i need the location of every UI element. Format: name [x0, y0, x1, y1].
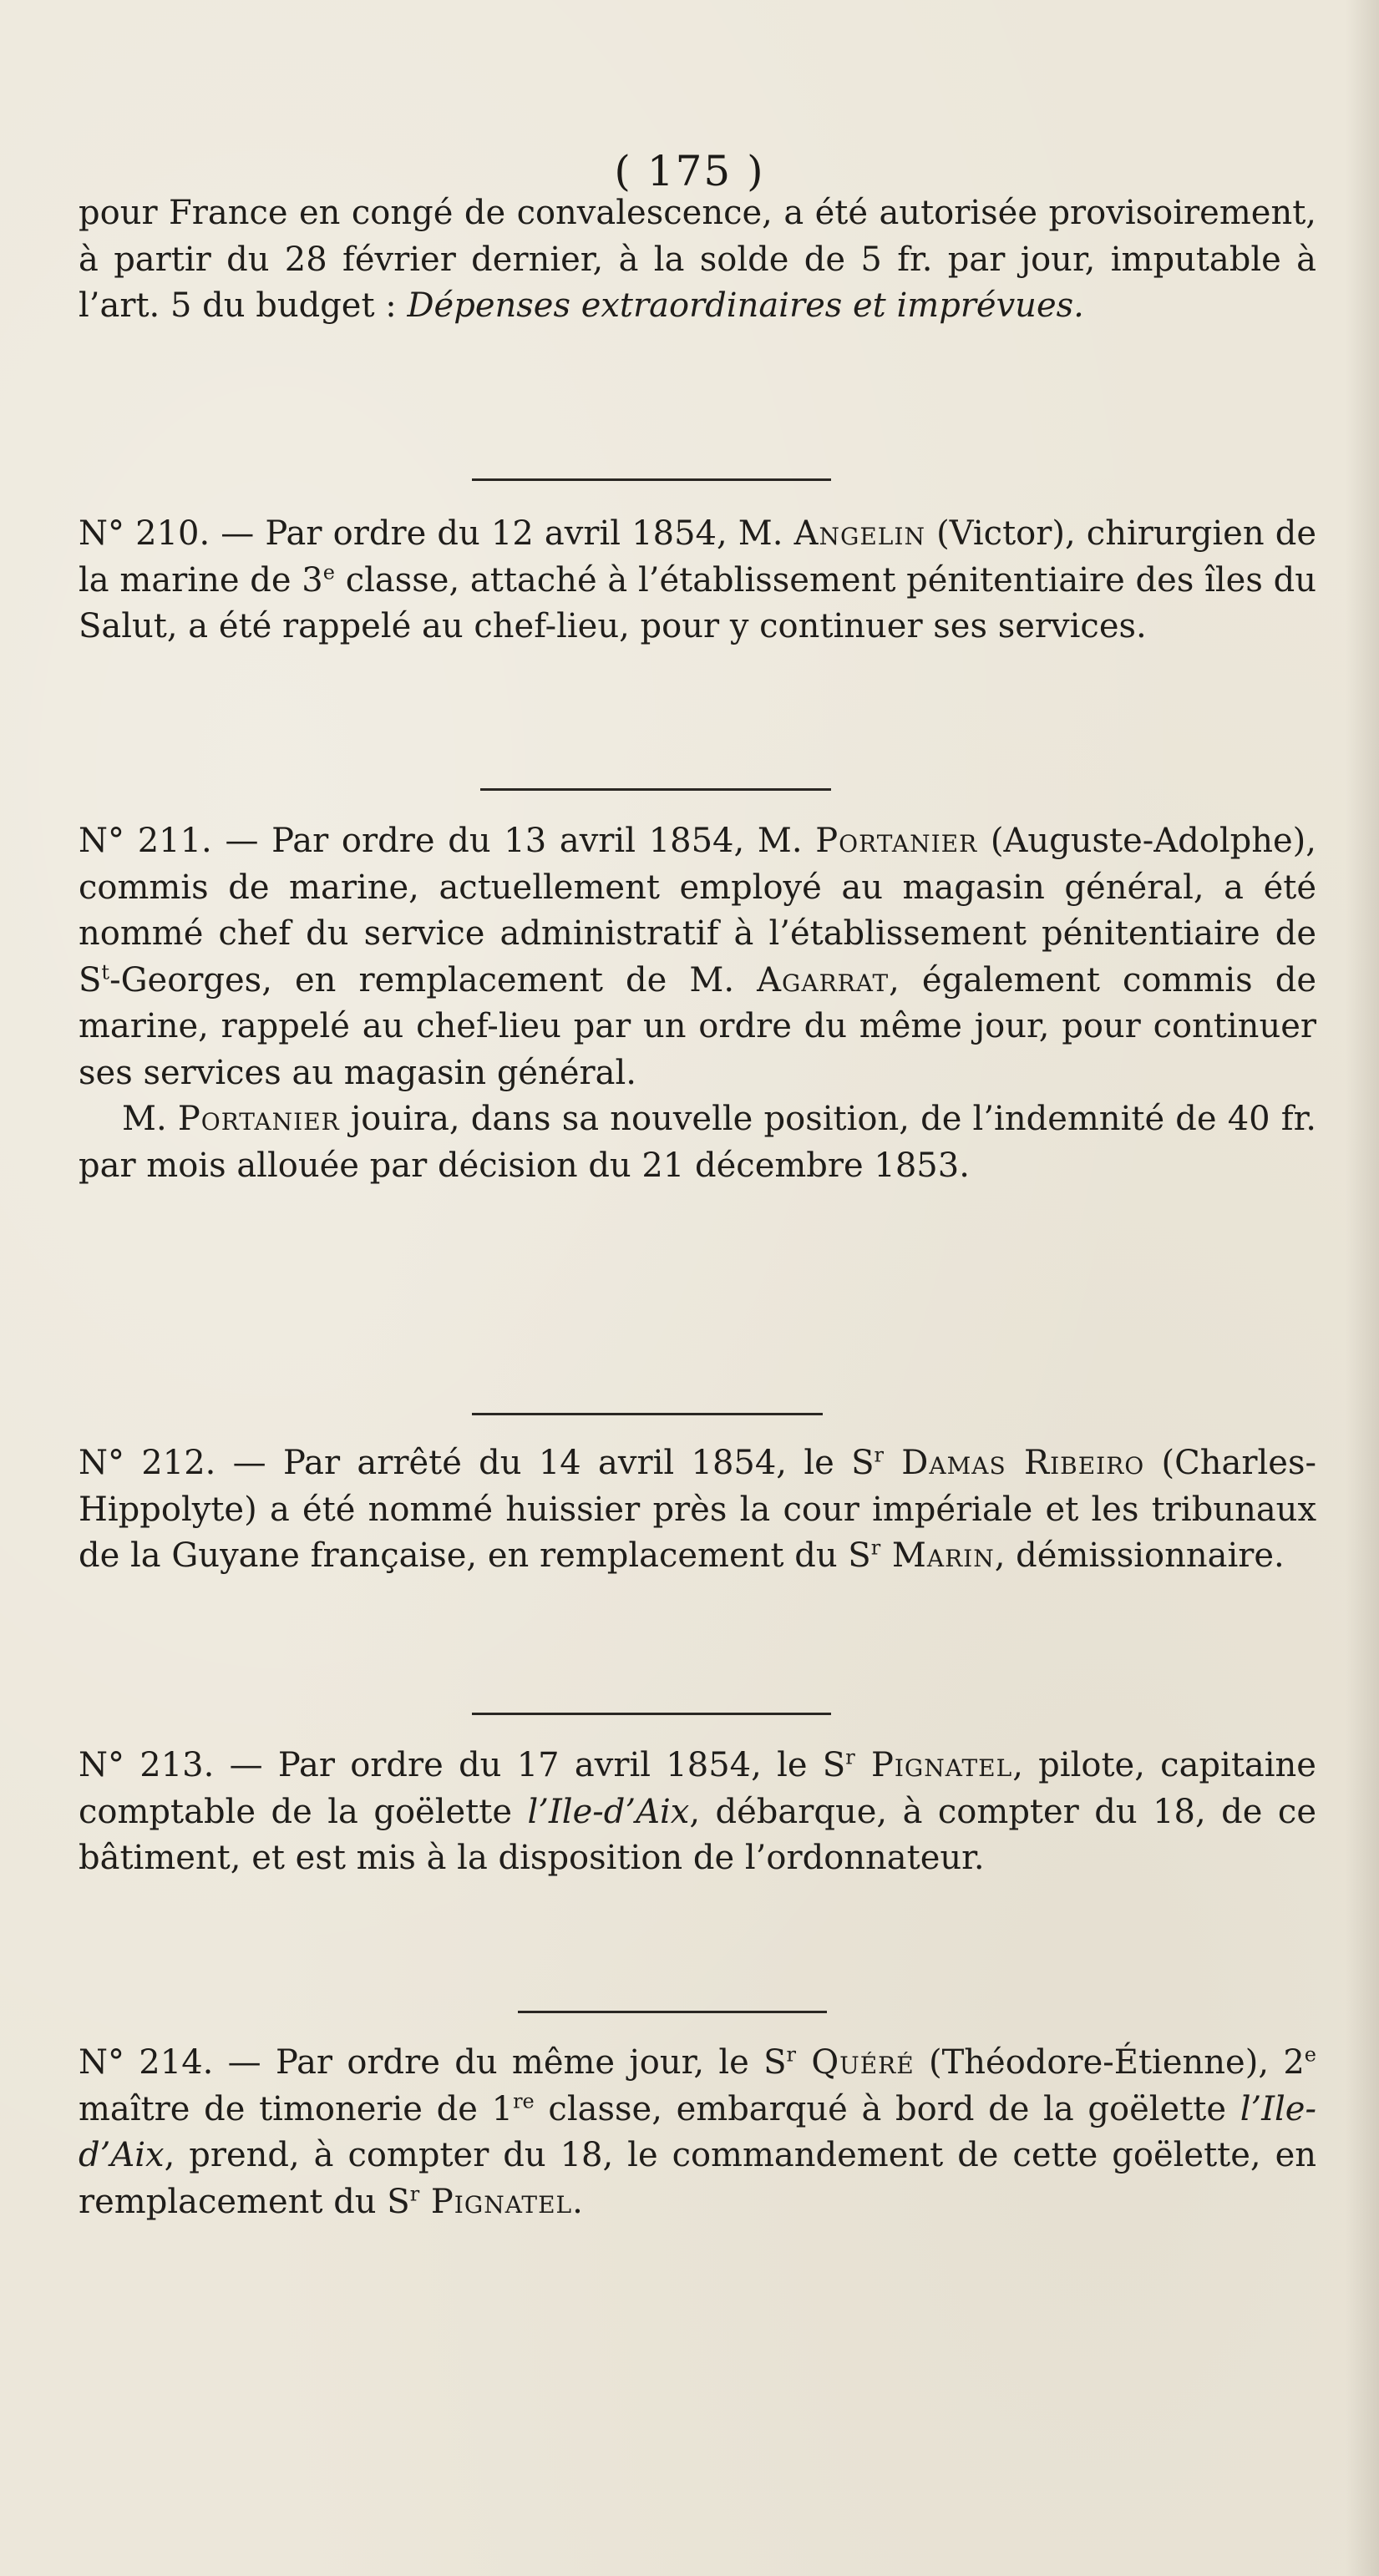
- person-name: Portanier: [177, 1100, 340, 1138]
- entry-text: , débarque, à compter du 18, de ce bâtiment, et est mis à la disposition de l’ordonnateur.: [79, 1792, 1317, 1877]
- entry-text: classe, attaché à l’établissement pénitentiaire des îles du Salut, a été rappelé au chef-lieu, pour y continuer ses services.: [79, 560, 1316, 645]
- superscript: r: [845, 1745, 855, 1769]
- entry-214: [79, 2040, 1316, 2225]
- entry-text: , également commis de marine, rappelé au chef-lieu par un ordre du même jour, pour continuer ses services au magasin général.: [79, 960, 1316, 1092]
- person-name: Marin: [880, 1536, 995, 1575]
- superscript: r: [874, 1443, 884, 1467]
- entry-text: (Auguste-Adolphe), commis de marine, actuellement employé au magasin général, a été nommé chef du service administratif à l’établissement pénitentiaire de S: [79, 822, 1316, 1000]
- separator-rule: [472, 1413, 823, 1415]
- entry-number: N° 214.: [79, 2043, 214, 2082]
- entry-text: -Georges, en remplacement de M.: [109, 960, 758, 1000]
- entry-text: (Théodore-Étienne), 2: [914, 2043, 1305, 2082]
- entry-text: — Par arrêté du 14 avril 1854, le S: [215, 1444, 875, 1482]
- entry-text: , pilote, capitaine comptable de la goëlette: [79, 1746, 1316, 1831]
- intro-italic: Dépenses extraordinaires et imprévues.: [407, 286, 1084, 325]
- entry-text: , démissionnaire.: [994, 1536, 1285, 1575]
- page-number: ( 175 ): [614, 147, 765, 195]
- ship-name: l’Ile-d’Aix: [527, 1792, 690, 1831]
- entry-number: N° 210.: [79, 514, 210, 553]
- separator-rule: [518, 2011, 827, 2013]
- entry-text: (Victor), chirurgien de la marine de 3: [79, 514, 1316, 600]
- separator-rule: [472, 1713, 831, 1715]
- person-name: Pignatel: [854, 1746, 1013, 1784]
- entry-text: — Par ordre du 17 avril 1854, le S: [214, 1746, 846, 1784]
- entry-number: N° 213.: [79, 1746, 215, 1784]
- entry-text: — Par ordre du 12 avril 1854, M.: [210, 514, 794, 553]
- entry-210: [79, 511, 1316, 650]
- entry-text: classe, embarqué à bord de la goëlette: [534, 2089, 1240, 2128]
- entry-text: jouira, dans sa nouvelle position, de l’indemnité de 40 fr. par mois allouée par décision du 21 décembre 1853.: [79, 1100, 1317, 1185]
- entry-text: , prend, à compter du 18, le commandement de cette goëlette, en remplacement du S: [79, 2136, 1316, 2221]
- superscript: re: [513, 2089, 535, 2113]
- person-name: Quéré: [796, 2043, 915, 2082]
- separator-rule: [472, 478, 831, 481]
- entry-text: — Par ordre du même jour, le S: [213, 2043, 787, 2082]
- person-name: Damas Ribeiro: [883, 1444, 1145, 1482]
- superscript: e: [1304, 2042, 1316, 2067]
- person-name: Pignatel: [419, 2182, 573, 2221]
- entry-211: [79, 818, 1316, 1189]
- entry-text: maître de timonerie de 1: [79, 2089, 514, 2128]
- person-name: Angelin: [793, 514, 925, 553]
- person-name: Agarrat: [757, 960, 890, 1000]
- superscript: r: [870, 1536, 881, 1560]
- entry-text: M.: [122, 1100, 178, 1138]
- entry-212: [79, 1440, 1316, 1580]
- separator-rule: [480, 788, 831, 791]
- entry-number: N° 211.: [79, 822, 212, 860]
- entry-213: [79, 1743, 1316, 1882]
- page-edge-shadow: [1346, 0, 1379, 2576]
- superscript: r: [409, 2182, 420, 2206]
- entry-number: N° 212.: [79, 1444, 216, 1482]
- ship-name: l’Ile-d’Aix: [79, 2089, 1316, 2174]
- person-name: Portanier: [815, 822, 978, 860]
- superscript: e: [322, 560, 335, 585]
- entry-text: (Charles-Hippolyte) a été nommé huissier près la cour impériale et les tribunaux de la Guyane française, en remplacement du S: [79, 1444, 1317, 1575]
- intro-paragraph: [79, 190, 1316, 330]
- intro-text: pour France en congé de convalescence, a été autorisée provisoirement, à partir du 28 février dernier, à la solde de 5 fr. par jour, imputable à l’art. 5 du budget :: [79, 194, 1316, 325]
- entry-text: .: [572, 2182, 583, 2221]
- entry-text: — Par ordre du 13 avril 1854, M.: [211, 822, 816, 860]
- superscript: r: [786, 2042, 797, 2067]
- superscript: t: [101, 960, 110, 984]
